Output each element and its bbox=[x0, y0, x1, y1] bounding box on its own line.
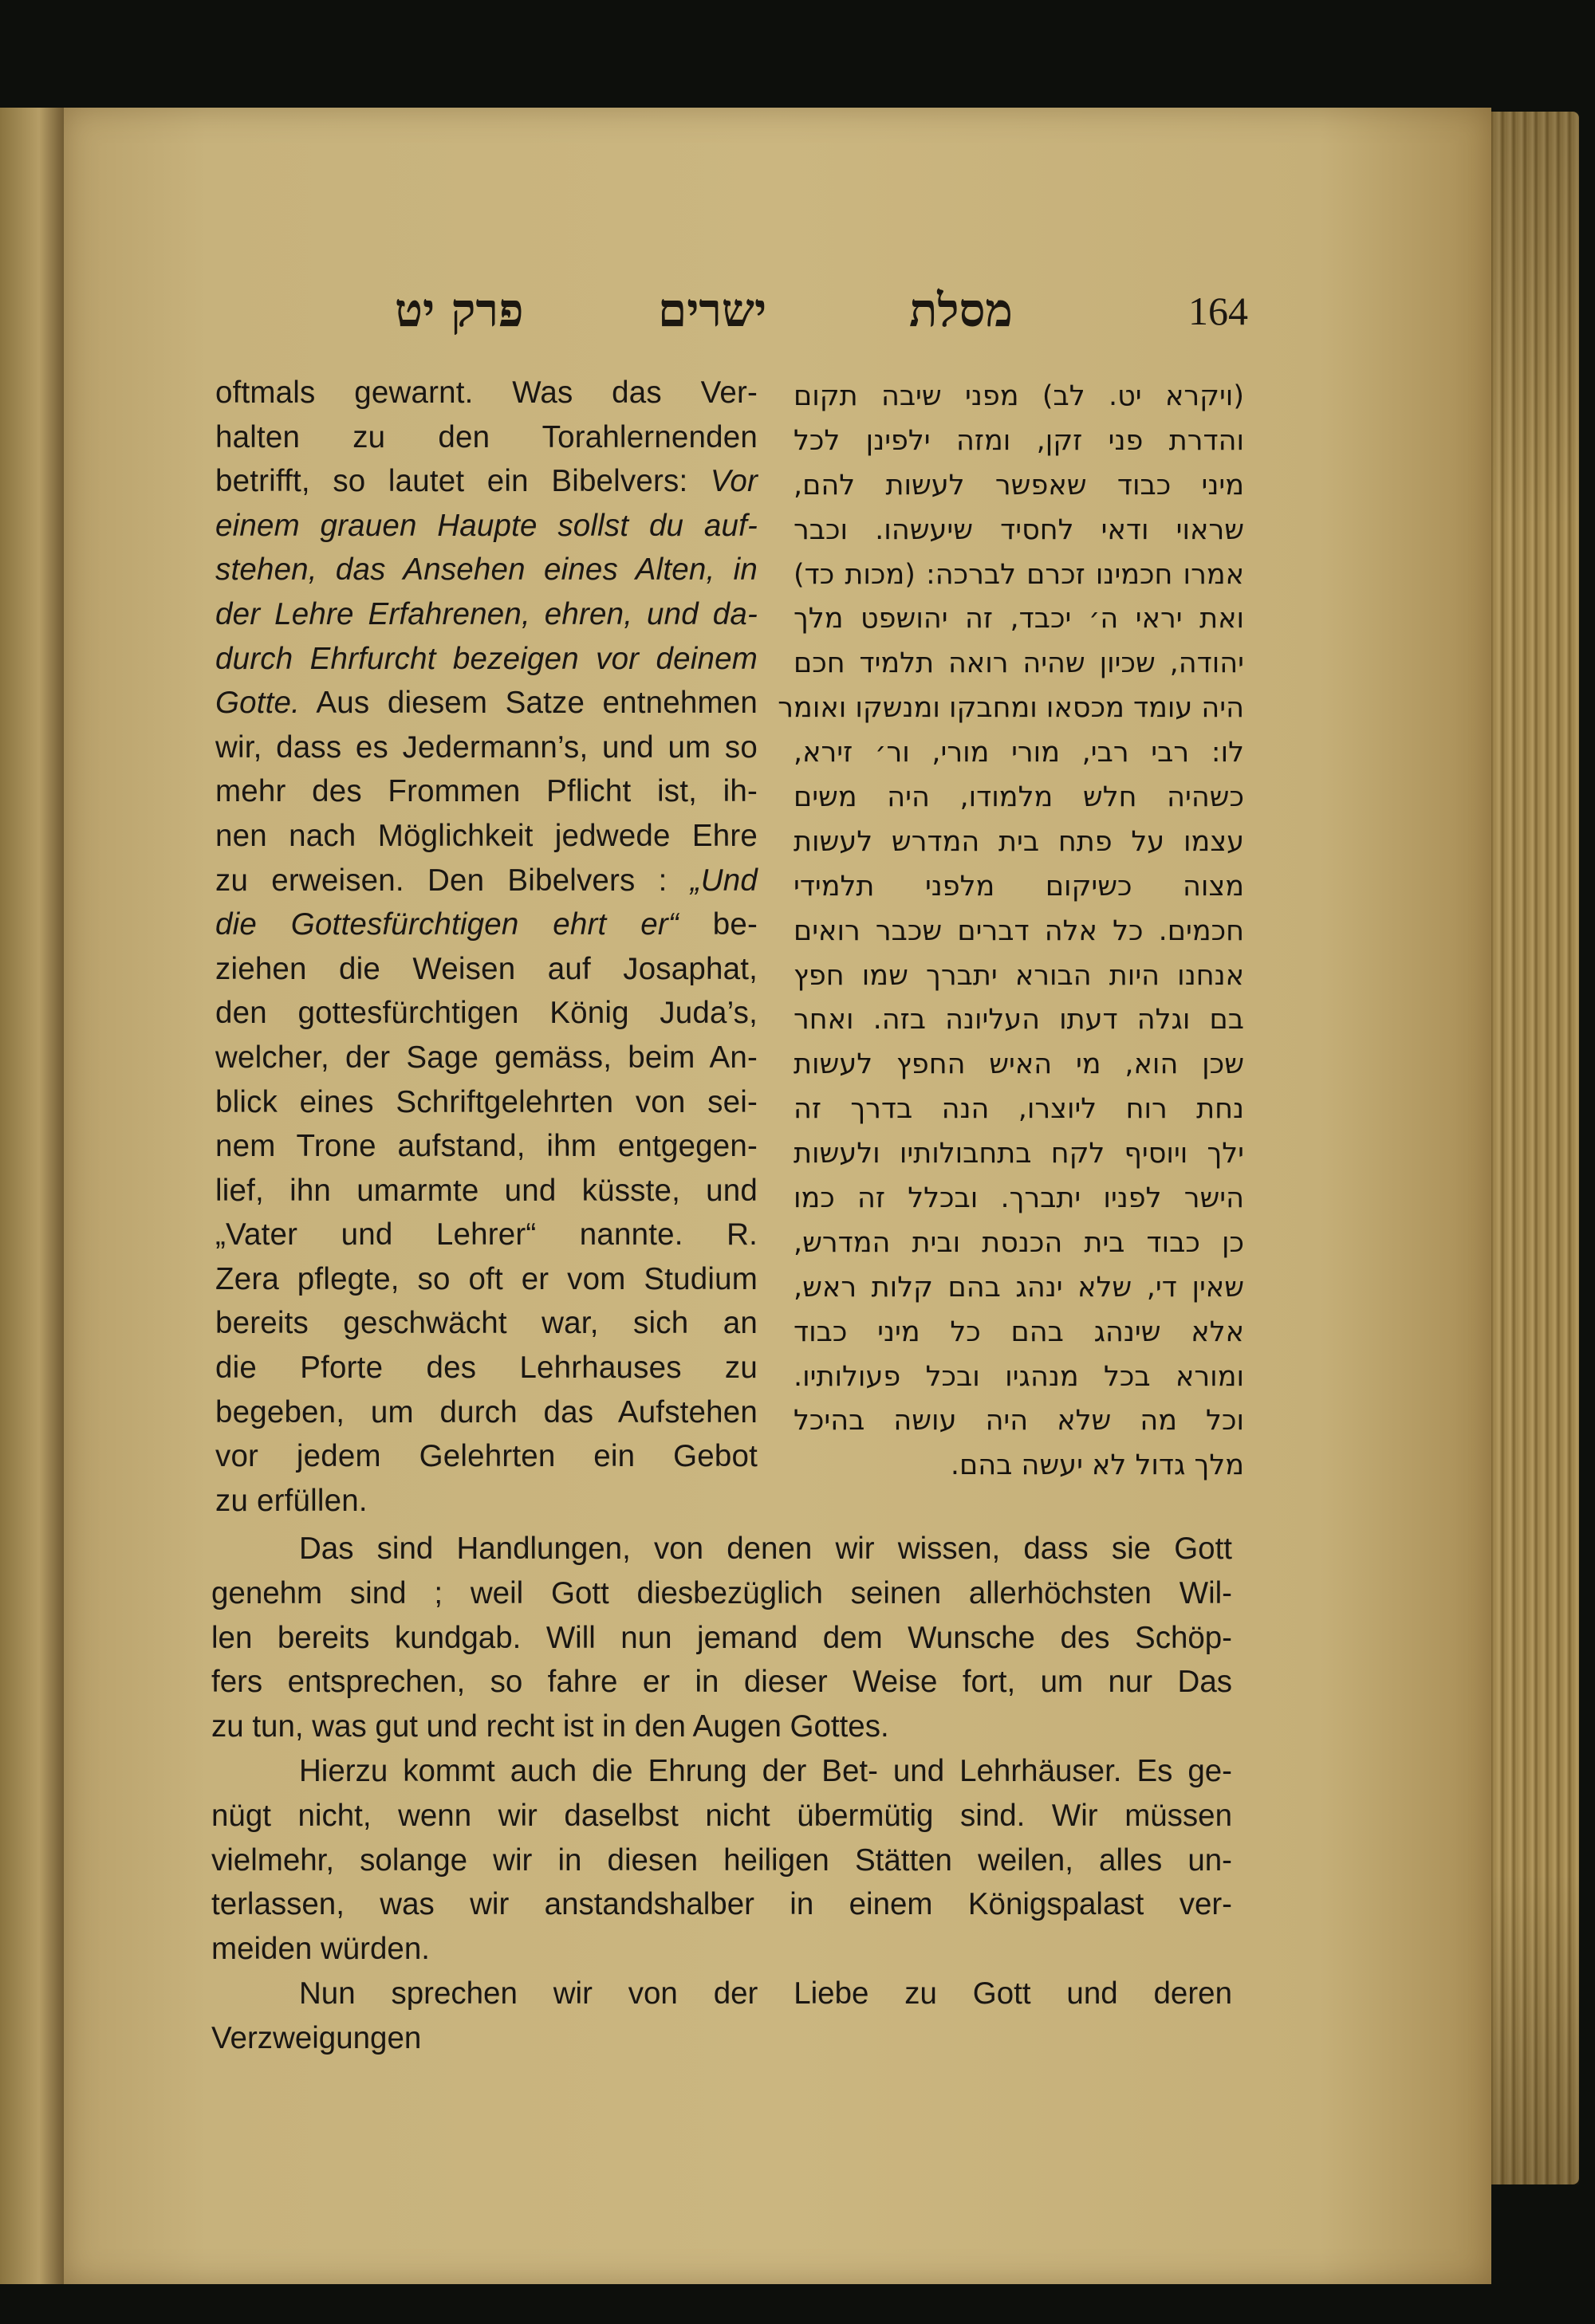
german-line: den gottesfürchtigen König Juda’s, bbox=[215, 996, 758, 1031]
hebrew-line: כשהיה חלש מלמודו, היה משים bbox=[794, 781, 1244, 814]
hebrew-line: יהודה, שכיון שהיה רואה תלמיד חכם bbox=[794, 647, 1244, 680]
hebrew-line: מיני כבוד שאפשר לעשות להם, bbox=[794, 469, 1244, 501]
hebrew-line: לו: רבי רבי, מורי מורי, ור׳ זירא, bbox=[794, 737, 1244, 769]
german-line: mehr des Frommen Pflicht ist, ih- bbox=[215, 774, 758, 809]
full-width-paragraphs bbox=[211, 1527, 1232, 2061]
paragraph-line: fers entsprechen, so fahre er in dieser Weise fort, um nur Das bbox=[211, 1665, 1232, 1700]
paragraph-line: Das sind Handlungen, von denen wir wissen, dass sie Gott bbox=[299, 1532, 1232, 1566]
hebrew-line: היה עומד מכסאו ומחבקו ומנשקו ואומר bbox=[778, 692, 1244, 725]
hebrew-line: ילך ויוסיף לקח בתחבולותיו ולעשות bbox=[794, 1138, 1244, 1170]
paragraph-line: genehm sind ; weil Gott diesbezüglich seinen allerhöchsten Wil- bbox=[211, 1575, 1232, 1610]
hebrew-line: אמרו חכמינו זכרם לברכה: (מכות כד) bbox=[794, 558, 1244, 591]
paragraph-line: meiden würden. bbox=[211, 1932, 430, 1967]
paragraph-line: Nun sprechen wir von der Liebe zu Gott und deren bbox=[299, 1976, 1232, 2011]
german-line: blick eines Schriftgelehrten von sei- bbox=[215, 1084, 758, 1119]
hebrew-line: וכל מה שלא היה עושה בהיכל bbox=[794, 1405, 1244, 1437]
german-line: die Gottesfürchtigen ehrt er“ be- bbox=[215, 907, 758, 942]
german-line: einem grauen Haupte sollst du auf- bbox=[215, 508, 758, 543]
hebrew-line: בם וגלה דעתו העליונה בזה. ואחר bbox=[794, 1004, 1244, 1036]
german-line: der Lehre Erfahrenen, ehren, und da- bbox=[215, 596, 758, 631]
german-line: die Pforte des Lehrhauses zu bbox=[215, 1351, 758, 1386]
hebrew-line: ואת יראי ה׳ יכבד, זה יהושפט מלך bbox=[794, 603, 1244, 635]
german-line: durch Ehrfurcht bezeigen vor deinem bbox=[215, 641, 758, 676]
german-italic: Vor bbox=[710, 464, 758, 499]
page-edges-right bbox=[1483, 112, 1579, 2184]
hebrew-line: עצמו על פתח בית המדרש לעשות bbox=[794, 825, 1244, 858]
book-title-word-1: מסלת bbox=[909, 283, 1013, 337]
hebrew-line: הישר לפניו יתברך. ובכלל זה כמו bbox=[794, 1182, 1244, 1215]
german-line: ziehen die Weisen auf Josaphat, bbox=[215, 951, 758, 986]
book-title-word-2: ישרים bbox=[658, 283, 767, 337]
german-line: Zera pflegte, so oft er vom Studium bbox=[215, 1261, 758, 1296]
hebrew-original-column bbox=[778, 375, 1244, 1488]
german-line: nem Trone aufstand, ihm entgegen- bbox=[215, 1129, 758, 1164]
left-page-edge bbox=[0, 108, 68, 2284]
german-line: begeben, um durch das Aufstehen bbox=[215, 1394, 758, 1429]
paragraph-line: terlassen, was wir anstandshalber in einem Königspalast ver- bbox=[211, 1887, 1232, 1922]
german-line: nen nach Möglichkeit jedwede Ehre bbox=[215, 818, 758, 853]
hebrew-line: מצוה כשיקום מלפני תלמידי bbox=[794, 870, 1244, 902]
german-line: oftmals gewarnt. Was das Ver- bbox=[215, 376, 758, 410]
hebrew-line: והדרת פני זקן, ומזה ילפינן לכל bbox=[794, 424, 1244, 457]
german-line: betrifft, so lautet ein Bibelvers: Vor bbox=[215, 464, 758, 499]
german-line: welcher, der Sage gemäss, beim An- bbox=[215, 1040, 758, 1075]
hebrew-line: שראוי ודאי לחסיד שיעשהו. וכבר bbox=[794, 513, 1244, 546]
german-line: zu erfüllen. bbox=[215, 1483, 368, 1518]
german-line: „Vater und Lehrer“ nannte. R. bbox=[215, 1217, 758, 1252]
paragraph-line: nügt nicht, wenn wir daselbst nicht übermütig sind. Wir müssen bbox=[211, 1798, 1232, 1833]
hebrew-line: נחת רוח ליוצרו, הנה בדרך זה bbox=[794, 1093, 1244, 1126]
german-line: bereits geschwächt war, sich an bbox=[215, 1306, 758, 1341]
german-line: stehen, das Ansehen eines Alten, in bbox=[215, 552, 758, 588]
german-line: vor jedem Gelehrten ein Gebot bbox=[215, 1439, 758, 1474]
paragraph-line: vielmehr, solange wir in diesen heiligen Stätten weilen, alles un- bbox=[211, 1842, 1232, 1878]
hebrew-line: שכן הוא, מי האיש החפץ לעשות bbox=[794, 1048, 1244, 1081]
hebrew-line: מלך גדול לא יעשה בהם. bbox=[950, 1449, 1244, 1482]
paragraph-line: Verzweigungen bbox=[211, 2020, 422, 2055]
hebrew-line: אנחנו היות הבורא יתברך שמו חפץ bbox=[794, 959, 1244, 992]
hebrew-line: כן כבוד בית הכנסת ובית המדרש, bbox=[794, 1226, 1244, 1259]
hebrew-line: חכמים. כל אלה דברים שכבר רואים bbox=[794, 914, 1244, 947]
chapter-label: פרק יט bbox=[395, 283, 524, 337]
hebrew-line: ומורא בכל מנהגיו ובכל פעולותיו. bbox=[794, 1360, 1244, 1393]
german-translation-column bbox=[215, 371, 758, 1523]
german-line: halten zu den Torahlernenden bbox=[215, 419, 758, 454]
german-line: lief, ihn umarmte und küsste, und bbox=[215, 1173, 758, 1208]
german-line: zu erweisen. Den Bibelvers : „Und bbox=[215, 863, 758, 898]
paragraph-line: len bereits kundgab. Will nun jemand dem Wunsche des Schöp- bbox=[211, 1620, 1232, 1655]
hebrew-line: אלא שינהג בהם כל מיני כבוד bbox=[794, 1315, 1244, 1348]
page-number: 164 bbox=[1188, 289, 1248, 333]
hebrew-line: שאין די, שלא ינהג בהם קלות ראש, bbox=[794, 1271, 1244, 1304]
german-line: wir, dass es Jedermann’s, und um so bbox=[215, 729, 758, 765]
running-head bbox=[383, 283, 1252, 347]
paragraph-line: Hierzu kommt auch die Ehrung der Bet- und Lehrhäuser. Es ge- bbox=[299, 1753, 1232, 1788]
german-line: Gotte. Aus diesem Satze entnehmen bbox=[215, 686, 758, 721]
hebrew-line: (ויקרא יט. לב) מפני שיבה תקום bbox=[794, 380, 1244, 412]
paragraph-line: zu tun, was gut und recht ist in den Augen Gottes. bbox=[211, 1709, 889, 1744]
